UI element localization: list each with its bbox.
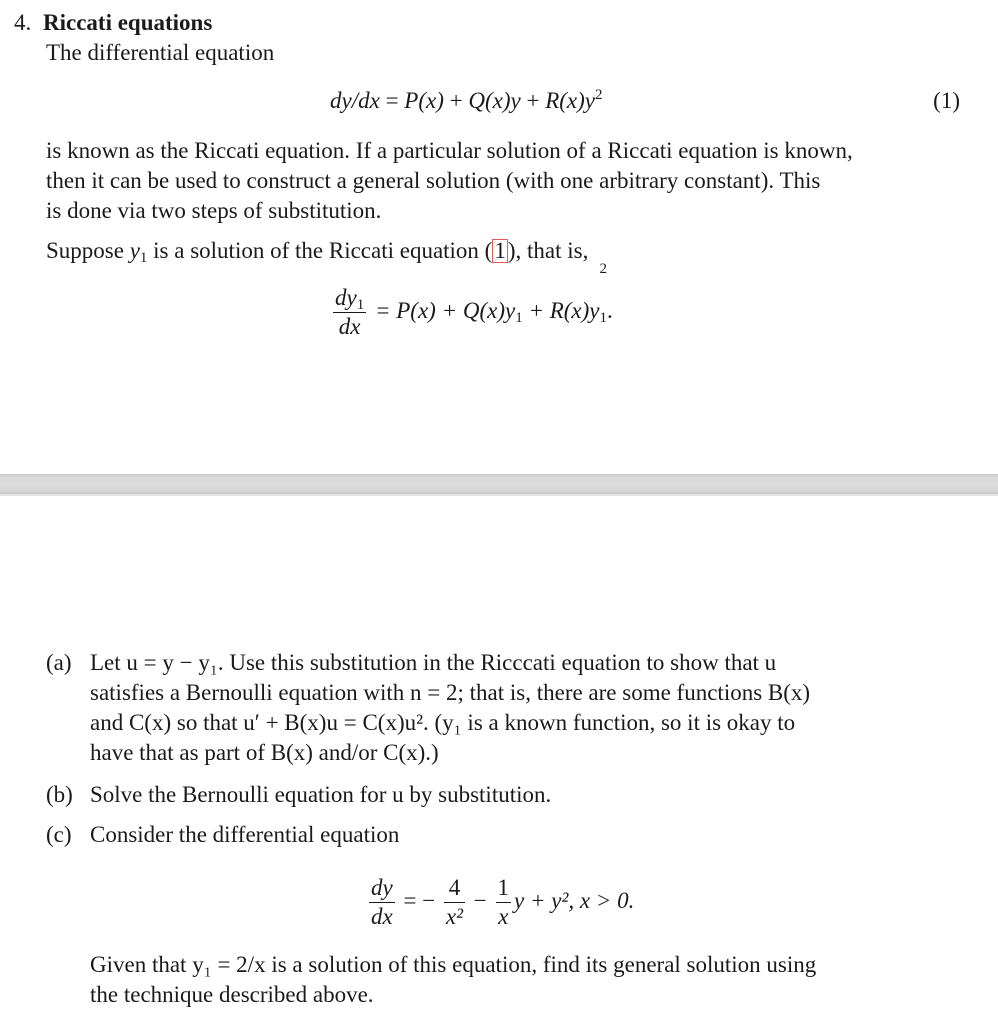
section-number: 4. (14, 10, 32, 35)
one-over-x: $\frac{1}{x}$ (497, 875, 510, 930)
part-b-label: (b) (46, 782, 73, 807)
particular-solution-equation: $\frac{dy_1}{dx}$ = $P(x) + Q(x)y_1 + R(x)y$ 2 $_1$. (335, 261, 613, 340)
part-a-line: satisfies a Bernoulli equation with n = 2; that is, there are some functions B(x) (90, 680, 811, 705)
paragraph-suppose: Suppose $y_1$ is a solution of the Riccati equation (1), that is, (46, 238, 589, 266)
page-divider-shadow (0, 494, 998, 496)
intro-text: The differential equation (46, 40, 275, 65)
four-over-x-squared: $\frac{4}{\text{x²}}$ (445, 875, 464, 930)
paragraph-line: then it can be used to construct a general solution (with one arbitrary constant). This (46, 168, 821, 193)
dy-dx-fraction: $\frac{dy}{dx}$ (371, 875, 393, 930)
part-c-text: Consider the differential equation (90, 822, 400, 847)
paragraph-line: is known as the Riccati equation. If a particular solution of a Riccati equation is known, (46, 138, 853, 163)
part-b-text: Solve the Bernoulli equation for u by substitution. (90, 782, 552, 807)
example-equation: $\frac{dy}{dx}$ = − $\frac{4}{\text{x²}}$ − $\frac{1}{x}$ y + y², x > 0. (371, 875, 635, 930)
riccati-equation: $dy/dx = P(x) + Q(x)y + R(x)y^2$ (330, 87, 603, 113)
section-heading (14, 8, 212, 38)
part-a-line: have that as part of B(x) and/or C(x).) (90, 740, 439, 765)
page-divider (0, 474, 998, 494)
part-c-given-line: the technique described above. (90, 982, 374, 1007)
equation-reference-link[interactable]: 1 (494, 238, 506, 263)
part-a-label: (a) (46, 650, 72, 675)
part-c-label: (c) (46, 822, 72, 847)
paragraph-line: is done via two steps of substitution. (46, 198, 382, 223)
derivative-fraction: $\frac{dy_1}{dx}$ (335, 285, 365, 340)
section-title: Riccati equations (43, 10, 213, 35)
eq1-lhs: dy/dx (330, 88, 380, 113)
part-c-given-line: Given that y₁ = 2/x is a solution of this equation, find its general solution using (90, 952, 817, 977)
equation-number: (1) (933, 88, 960, 113)
part-a-line: and C(x) so that u′ + B(x)u = C(x)u². (y₁ is a known function, so it is okay to (90, 710, 796, 735)
part-a-line: Let u = y − y₁. Use this substitution in the Ricccati equation to show that u (90, 650, 777, 675)
